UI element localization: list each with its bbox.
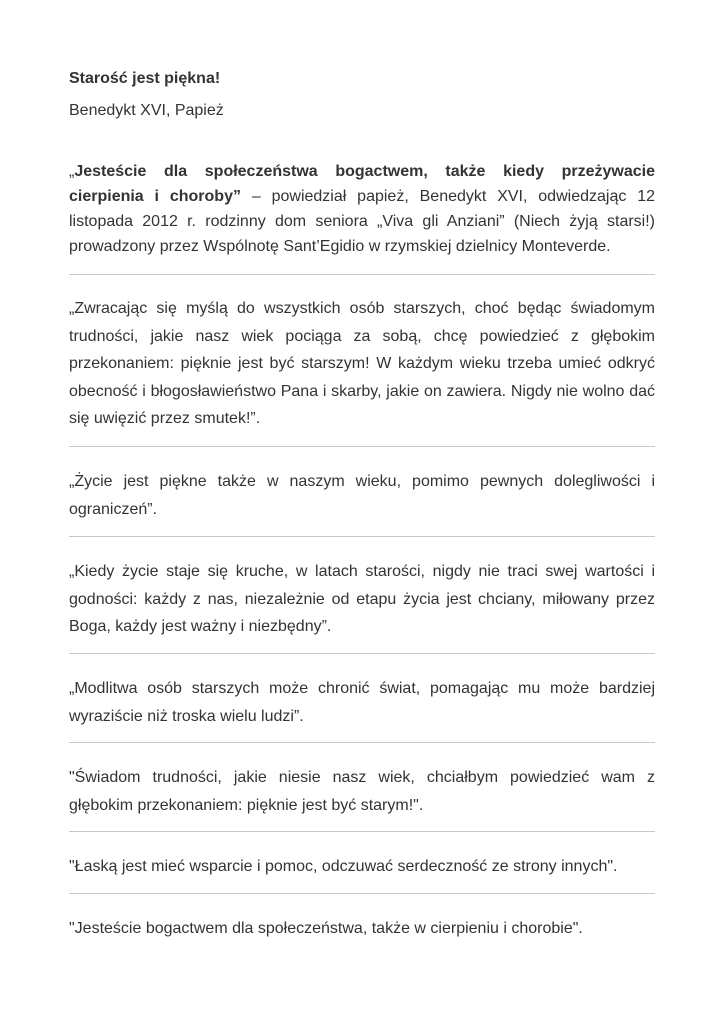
- page-title: Starość jest piękna!: [69, 70, 221, 87]
- quote-paragraph-4: „Modlitwa osób starszych może chronić świat, pomagając mu może bardziej wyraziście niż troska wielu ludzi”.: [69, 680, 655, 725]
- separator-line: [69, 893, 655, 894]
- separator-line: [69, 742, 655, 743]
- intro-open-quote: „: [69, 163, 75, 180]
- intro-text: – powiedział papież, Benedykt XVI, odwiedzając 12 listopada 2012 r. rodzinny dom seniora „Viva gli Anziani” (Niech żyją starsi!) prowadzony przez Wspólnotę Sant’Egidio w rzymskiej dzielnicy Monteverde.: [69, 188, 655, 255]
- quote-paragraph-3: „Kiedy życie staje się kruche, w latach starości, nigdy nie traci swej wartości i godności: każdy z nas, niezależnie od etapu życia jest chciany, miłowany przez Boga, każdy jest ważny i niezbędny”.: [69, 563, 655, 635]
- quote-paragraph-2: „Życie jest piękne także w naszym wieku, pomimo pewnych dolegliwości i ograniczeń”.: [69, 473, 655, 518]
- author-line: Benedykt XVI, Papież: [69, 102, 224, 119]
- intro-bold-quote: Jesteście dla społeczeństwa bogactwem, także kiedy przeżywacie cierpienia i choroby”: [69, 163, 655, 205]
- separator-line: [69, 274, 655, 275]
- quote-paragraph-1: „Zwracając się myślą do wszystkich osób starszych, choć będąc świadomym trudności, jakie nasz wiek pociąga za sobą, chcę powiedzieć z głębokim przekonaniem: pięknie jest być starszym! W każdym wieku trzeba umieć odkryć obecność i błogosławieństwo Pana i skarby, jakie on zawiera. Nigdy nie wolno dać się uwięzić przez smutek!”.: [69, 300, 655, 427]
- separator-line: [69, 446, 655, 447]
- separator-line: [69, 536, 655, 537]
- separator-line: [69, 653, 655, 654]
- intro-paragraph: [69, 159, 655, 259]
- quote-paragraph-5: "Świadom trudności, jakie niesie nasz wiek, chciałbym powiedzieć wam z głębokim przekonaniem: pięknie jest być starym!".: [69, 769, 655, 814]
- quote-paragraph-7: "Jesteście bogactwem dla społeczeństwa, także w cierpieniu i chorobie".: [69, 920, 583, 937]
- quote-paragraph-6: "Łaską jest mieć wsparcie i pomoc, odczuwać serdeczność ze strony innych".: [69, 858, 618, 875]
- separator-line: [69, 831, 655, 832]
